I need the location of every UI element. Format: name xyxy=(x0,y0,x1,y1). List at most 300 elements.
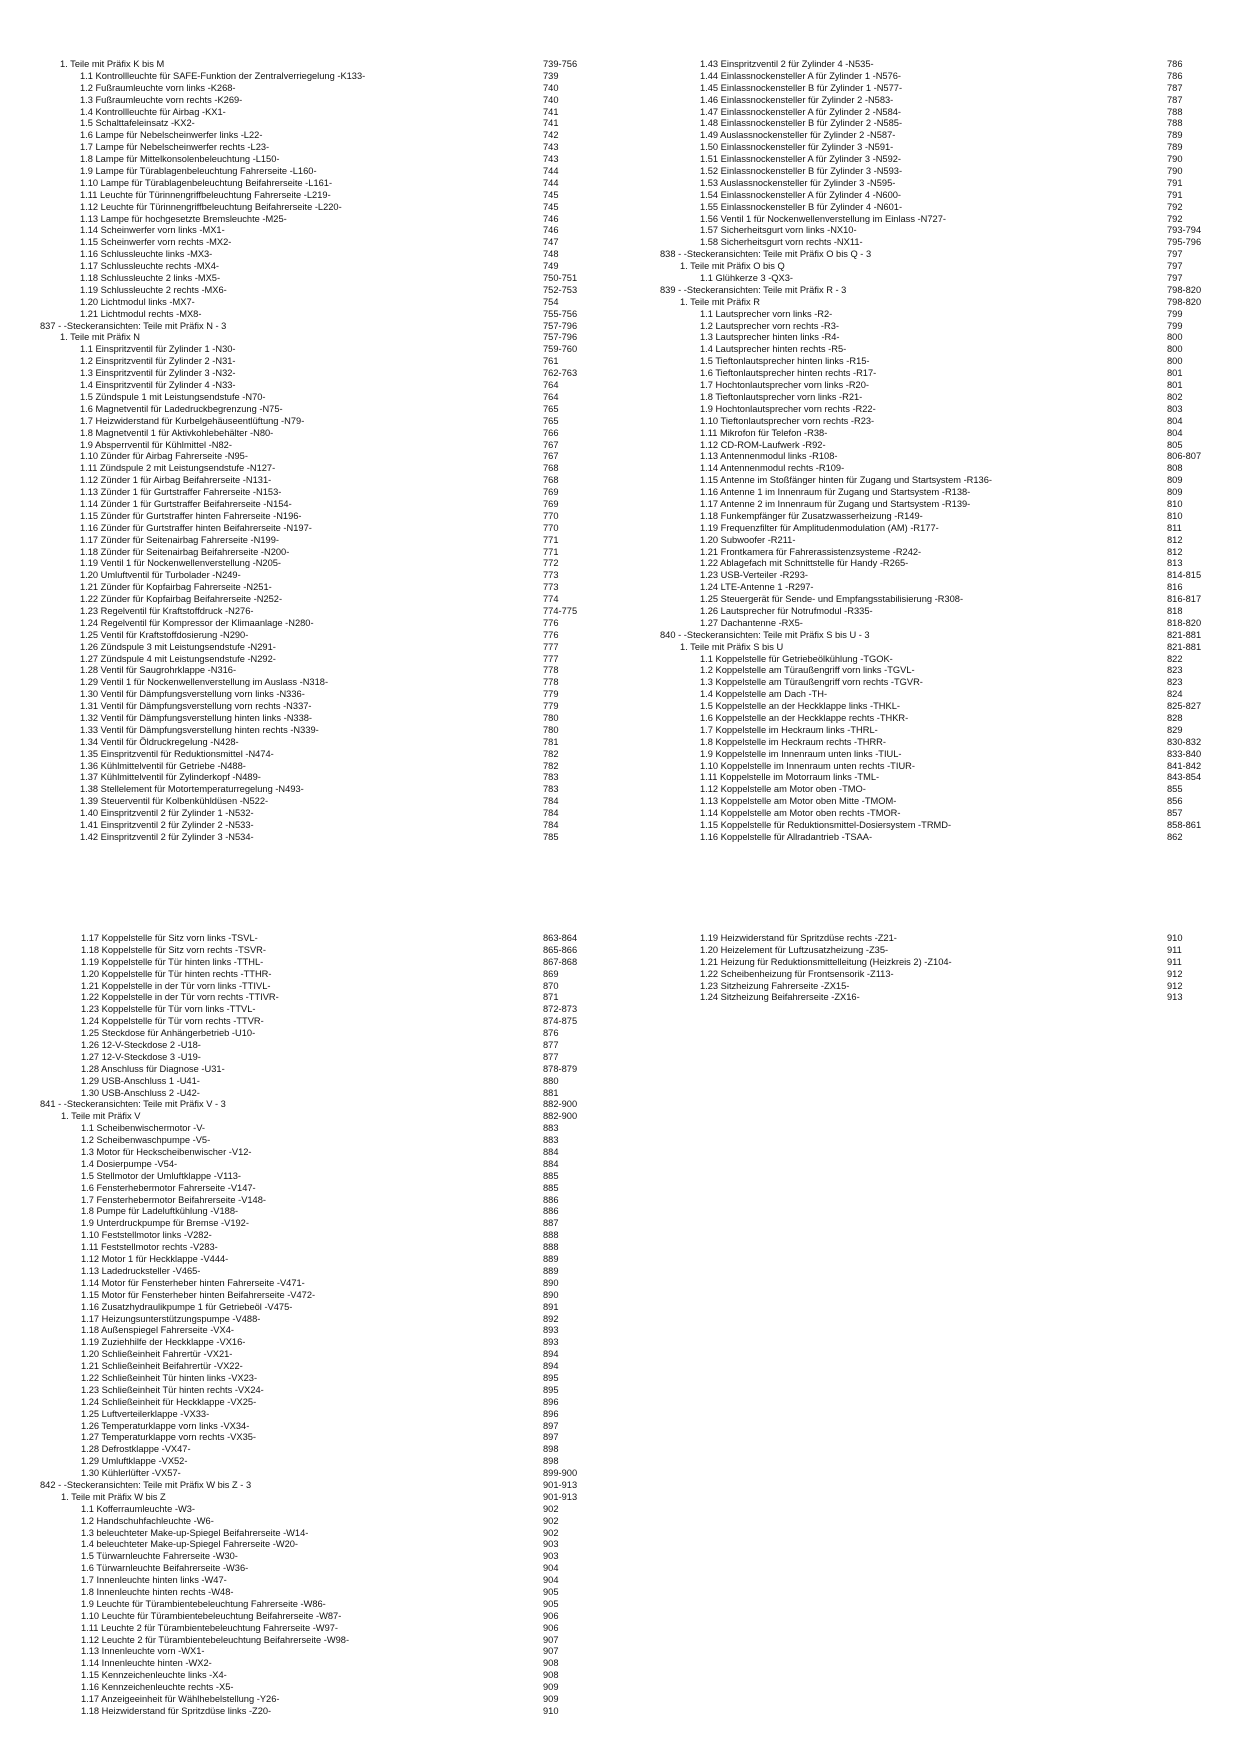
toc-entry-title: 1.30 Kühlerlüfter -VX57- xyxy=(81,1468,181,1479)
toc-entry-page: 810 xyxy=(1167,510,1183,521)
toc-entry-page: 795-796 xyxy=(1167,237,1202,248)
toc-column-1 xyxy=(40,59,580,844)
toc-entry-page: 779 xyxy=(543,701,559,712)
toc-entry xyxy=(660,945,1200,957)
toc-entry-page: 889 xyxy=(543,1265,559,1276)
toc-entry-page: 806-807 xyxy=(1167,451,1202,462)
toc-entry xyxy=(660,404,1200,416)
toc-entry-page: 776 xyxy=(543,629,559,640)
toc-entry-page: 790 xyxy=(1167,154,1183,165)
toc-entry-page: 857 xyxy=(1167,808,1183,819)
toc-entry-page: 776 xyxy=(543,617,559,628)
toc-entry-title: 1. Teile mit Präfix N xyxy=(60,332,140,343)
toc-entry xyxy=(660,154,1200,166)
toc-entry xyxy=(40,1504,580,1516)
toc-entry-title: 1.12 CD-ROM-Laufwerk -R92- xyxy=(700,439,826,450)
toc-entry xyxy=(40,1278,580,1290)
toc-entry xyxy=(40,630,580,642)
toc-entry-title: 1.2 Handschuhfachleuchte -W6- xyxy=(81,1515,214,1526)
toc-entry-page: 812 xyxy=(1167,546,1183,557)
toc-entry-title: 1.21 Schließeinheit Beifahrertür -VX22- xyxy=(81,1361,243,1372)
toc-entry-page: 770 xyxy=(543,510,559,521)
toc-entry-page: 897 xyxy=(543,1420,559,1431)
toc-entry-title: 842 - -Steckeransichten: Teile mit Präfix W bis Z - 3 xyxy=(40,1479,252,1490)
toc-entry-title: 1.47 Einlassnockensteller A für Zylinder 2 -N584- xyxy=(700,106,902,117)
toc-entry-title: 1.16 Schlussleuchte links -MX3- xyxy=(80,249,213,260)
toc-entry xyxy=(40,297,580,309)
toc-entry xyxy=(40,107,580,119)
toc-entry xyxy=(660,487,1200,499)
toc-entry-page: 805 xyxy=(1167,439,1183,450)
toc-entry-page: 755-756 xyxy=(543,308,578,319)
toc-entry-page: 912 xyxy=(1167,968,1183,979)
toc-entry-page: 890 xyxy=(543,1289,559,1300)
toc-entry-page: 901-913 xyxy=(543,1479,578,1490)
toc-entry-title: 1.24 Koppelstelle für Tür vorn rechts -TTVR- xyxy=(81,1016,264,1027)
toc-entry xyxy=(40,166,580,178)
toc-entry-page: 764 xyxy=(543,391,559,402)
toc-entry-title: 1. Teile mit Präfix V xyxy=(61,1111,141,1122)
toc-entry-title: 1.23 Sitzheizung Fahrerseite -ZX15- xyxy=(700,980,850,991)
toc-entry-page: 901-913 xyxy=(543,1491,578,1502)
toc-entry-title: 1.20 Subwoofer -R211- xyxy=(700,534,796,545)
toc-entry-title: 1.14 Antennenmodul rechts -R109- xyxy=(700,463,845,474)
toc-entry-page: 810 xyxy=(1167,498,1183,509)
toc-entry xyxy=(660,969,1200,981)
toc-entry-title: 1.15 Kennzeichenleuchte links -X4- xyxy=(81,1670,227,1681)
toc-entry-title: 1.13 Ladedrucksteller -V465- xyxy=(81,1265,201,1276)
toc-entry xyxy=(660,416,1200,428)
toc-entry-title: 1.48 Einlassnockensteller B für Zylinder 2 -N585- xyxy=(700,118,903,129)
toc-entry-title: 1. Teile mit Präfix S bis U xyxy=(680,641,784,652)
toc-entry xyxy=(40,1004,580,1016)
toc-entry-title: 1.16 Antenne 1 im Innenraum für Zugang und Startsystem -R138- xyxy=(700,487,971,498)
toc-entry-title: 1.38 Stellelement für Motortemperaturregelung -N493- xyxy=(80,784,304,795)
toc-entry-page: 769 xyxy=(543,487,559,498)
toc-entry-title: 1.16 Zünder für Gurtstraffer hinten Beifahrerseite -N197- xyxy=(80,522,312,533)
toc-entry-title: 1.3 Fußraumleuchte vorn rechts -K269- xyxy=(80,94,243,105)
toc-entry xyxy=(660,83,1200,95)
toc-entry-page: 907 xyxy=(543,1634,559,1645)
toc-entry-title: 1.11 Feststellmotor rechts -V283- xyxy=(81,1242,218,1253)
toc-entry-title: 1.6 Türwarnleuchte Beifahrerseite -W36- xyxy=(81,1563,249,1574)
toc-entry xyxy=(40,1349,580,1361)
toc-entry-title: 1.17 Antenne 2 im Innenraum für Zugang und Startsystem -R139- xyxy=(700,498,971,509)
toc-entry-page: 797 xyxy=(1167,249,1183,260)
toc-entry-title: 1.25 Steckdose für Anhängerbetrieb -U10- xyxy=(81,1028,256,1039)
toc-entry-page: 793-794 xyxy=(1167,225,1202,236)
toc-entry-title: 1.12 Motor 1 für Heckklappe -V444- xyxy=(81,1254,229,1265)
toc-entry-page: 910 xyxy=(543,1705,559,1716)
toc-entry-title: 1.15 Zünder für Gurtstraffer hinten Fahrerseite -N196- xyxy=(80,510,302,521)
toc-entry-title: 1.2 Einspritzventil für Zylinder 2 -N31- xyxy=(80,356,236,367)
toc-entry-title: 1.17 Anzeigeeinheit für Wählhebelstellung -Y26- xyxy=(81,1694,280,1704)
toc-entry-title: 1.17 Koppelstelle für Sitz vorn links -TSVL- xyxy=(81,933,258,943)
toc-entry-page: 797 xyxy=(1167,261,1183,272)
toc-entry xyxy=(40,606,580,618)
toc-entry xyxy=(40,1159,580,1171)
toc-entry xyxy=(660,701,1200,713)
toc-entry xyxy=(660,451,1200,463)
toc-entry xyxy=(660,475,1200,487)
toc-entry-title: 1.15 Koppelstelle für Reduktionsmittel-Dosiersystem -TRMD- xyxy=(700,820,952,830)
toc-entry-page: 790 xyxy=(1167,166,1183,177)
toc-entry-title: 1.12 Leuchte für Türinnengriffbeleuchtung Beifahrerseite -L220- xyxy=(80,201,342,212)
toc-entry-page: 749 xyxy=(543,261,559,272)
toc-entry-page: 885 xyxy=(543,1170,559,1181)
toc-entry-title: 1.8 Magnetventil 1 für Aktivkohlebehälter -N80- xyxy=(80,427,274,438)
toc-entry-title: 1.3 Lautsprecher hinten links -R4- xyxy=(700,332,840,343)
toc-entry-page: 888 xyxy=(543,1230,559,1241)
toc-entry-title: 1.12 Koppelstelle am Motor oben -TMO- xyxy=(700,784,866,795)
toc-entry-page: 890 xyxy=(543,1277,559,1288)
toc-entry-title: 1.10 Leuchte für Türambientebeleuchtung Beifahrerseite -W87- xyxy=(81,1610,342,1621)
toc-entry-page: 789 xyxy=(1167,130,1183,141)
toc-entry-page: 778 xyxy=(543,665,559,676)
toc-entry-page: 787 xyxy=(1167,82,1183,93)
toc-entry-title: 1.29 Ventil 1 für Nockenwellenverstellung im Auslass -N318- xyxy=(80,677,329,688)
toc-entry-page: 739-756 xyxy=(543,59,578,69)
toc-entry-title: 1.20 Schließeinheit Fahrertür -VX21- xyxy=(81,1349,233,1360)
toc-entry xyxy=(40,957,580,969)
toc-entry xyxy=(40,1456,580,1468)
toc-entry-title: 1.14 Koppelstelle am Motor oben rechts -TMOR- xyxy=(700,808,901,819)
toc-entry-page: 911 xyxy=(1167,944,1182,955)
toc-entry xyxy=(660,309,1200,321)
toc-entry-page: 780 xyxy=(543,724,559,735)
toc-entry-page: 822 xyxy=(1167,653,1183,664)
toc-entry-page: 821-881 xyxy=(1167,629,1202,640)
toc-entry xyxy=(40,713,580,725)
toc-column-2 xyxy=(660,59,1200,844)
toc-entry-page: 880 xyxy=(543,1075,559,1086)
toc-entry xyxy=(40,1611,580,1623)
toc-entry-page: 897 xyxy=(543,1432,559,1443)
toc-entry-page: 808 xyxy=(1167,463,1183,474)
toc-entry xyxy=(40,654,580,666)
toc-entry xyxy=(40,190,580,202)
toc-entry xyxy=(40,642,580,654)
toc-entry-title: 1.18 Koppelstelle für Sitz vorn rechts -TSVR- xyxy=(81,944,266,955)
toc-entry-title: 1.42 Einspritzventil 2 für Zylinder 3 -N534- xyxy=(80,831,254,842)
toc-entry xyxy=(660,832,1200,844)
toc-entry xyxy=(660,237,1200,249)
toc-entry xyxy=(40,992,580,1004)
toc-entry-title: 1.12 Zünder 1 für Airbag Beifahrerseite -N131- xyxy=(80,475,272,486)
toc-entry-page: 786 xyxy=(1167,59,1183,69)
toc-entry-title: 1.40 Einspritzventil 2 für Zylinder 1 -N532- xyxy=(80,808,254,819)
toc-entry-page: 777 xyxy=(543,641,559,652)
toc-entry-title: 1.1 Einspritzventil für Zylinder 1 -N30- xyxy=(80,344,236,355)
toc-entry-page: 841-842 xyxy=(1167,760,1202,771)
toc-entry xyxy=(40,535,580,547)
toc-entry-title: 1.45 Einlassnockensteller B für Zylinder 1 -N577- xyxy=(700,82,903,93)
toc-entry-page: 863-864 xyxy=(543,933,578,943)
toc-section-entry xyxy=(660,297,1200,309)
toc-entry-title: 1.19 Frequenzfilter für Amplitudenmodulation (AM) -R177- xyxy=(700,522,939,533)
toc-entry xyxy=(40,1516,580,1528)
toc-entry-title: 1.13 Zünder 1 für Gurtstraffer Fahrerseite -N153- xyxy=(80,487,282,498)
toc-entry xyxy=(40,665,580,677)
toc-entry-page: 858-861 xyxy=(1167,820,1202,830)
toc-entry-title: 1.9 Koppelstelle im Innenraum unten links -TIUL- xyxy=(700,748,902,759)
toc-entry-title: 1.29 Umluftklappe -VX52- xyxy=(81,1456,188,1467)
toc-entry xyxy=(660,225,1200,237)
toc-entry-page: 803 xyxy=(1167,403,1183,414)
toc-entry-title: 1.21 Heizung für Reduktionsmittelleitung (Heizkreis 2) -Z104- xyxy=(700,956,952,967)
toc-entry-title: 1.18 Außenspiegel Fahrerseite -VX4- xyxy=(81,1325,234,1336)
toc-entry xyxy=(40,1183,580,1195)
toc-entry-page: 809 xyxy=(1167,475,1183,486)
toc-entry xyxy=(40,1421,580,1433)
toc-entry-page: 745 xyxy=(543,201,559,212)
toc-entry-page: 910 xyxy=(1167,933,1183,943)
toc-entry-title: 1.57 Sicherheitsgurt vorn links -NX10- xyxy=(700,225,857,236)
toc-entry xyxy=(660,71,1200,83)
toc-entry xyxy=(40,1575,580,1587)
toc-entry-title: 1.6 Fensterhebermotor Fahrerseite -V147- xyxy=(81,1182,256,1193)
toc-entry-page: 877 xyxy=(543,1051,559,1062)
toc-entry-page: 782 xyxy=(543,760,559,771)
toc-entry-title: 1.49 Auslassnockensteller für Zylinder 2 -N587- xyxy=(700,130,896,141)
toc-entry xyxy=(40,1539,580,1551)
toc-entry xyxy=(660,992,1200,1004)
toc-entry xyxy=(40,570,580,582)
toc-entry-page: 740 xyxy=(543,94,559,105)
toc-entry-title: 1.5 Tieftonlautsprecher hinten links -R15- xyxy=(700,356,870,367)
toc-entry-page: 893 xyxy=(543,1325,559,1336)
toc-entry xyxy=(660,749,1200,761)
toc-entry-page: 746 xyxy=(543,213,559,224)
toc-entry xyxy=(660,107,1200,119)
toc-entry-page: 828 xyxy=(1167,712,1183,723)
toc-entry-title: 1.6 Tieftonlautsprecher hinten rechts -R17- xyxy=(700,368,877,379)
toc-entry xyxy=(40,1028,580,1040)
toc-entry-title: 1.52 Einlassnockensteller B für Zylinder 3 -N593- xyxy=(700,166,903,177)
toc-entry-title: 1.4 Koppelstelle am Dach -TH- xyxy=(700,689,828,700)
toc-entry xyxy=(660,523,1200,535)
toc-entry xyxy=(660,570,1200,582)
toc-entry xyxy=(40,1528,580,1540)
toc-entry-title: 1.8 Tieftonlautsprecher vorn links -R21- xyxy=(700,391,863,402)
toc-entry-page: 752-753 xyxy=(543,284,578,295)
toc-entry-title: 1.39 Steuerventil für Kolbenkühldüsen -N522- xyxy=(80,796,269,807)
toc-entry-title: 1. Teile mit Präfix K bis M xyxy=(60,59,165,69)
toc-entry-title: 1.1 Lautsprecher vorn links -R2- xyxy=(700,308,833,319)
toc-entry-page: 773 xyxy=(543,582,559,593)
toc-entry-title: 1.3 Koppelstelle am Türaußengriff vorn rechts -TGVR- xyxy=(700,677,923,688)
toc-entry-page: 908 xyxy=(543,1658,559,1669)
toc-entry-title: 1.31 Ventil für Dämpfungsverstellung vorn rechts -N337- xyxy=(80,701,312,712)
toc-entry xyxy=(40,1337,580,1349)
toc-entry xyxy=(40,761,580,773)
toc-entry xyxy=(40,523,580,535)
toc-entry-title: 1.10 Lampe für Türablagenbeleuchtung Beifahrerseite -L161- xyxy=(80,177,333,188)
toc-entry xyxy=(660,392,1200,404)
toc-entry xyxy=(40,1397,580,1409)
toc-entry xyxy=(40,118,580,130)
toc-entry xyxy=(40,737,580,749)
toc-entry-page: 769 xyxy=(543,498,559,509)
toc-entry-title: 1.46 Einlassnockensteller für Zylinder 2 -N583- xyxy=(700,94,894,105)
toc-entry-title: 1.22 Koppelstelle in der Tür vorn rechts -TTIVR- xyxy=(81,992,279,1003)
toc-entry-page: 786 xyxy=(1167,70,1183,81)
toc-entry-page: 883 xyxy=(543,1135,559,1146)
toc-entry-title: 839 - -Steckeransichten: Teile mit Präfix R - 3 xyxy=(660,284,847,295)
toc-entry-title: 1.14 Innenleuchte hinten -WX2- xyxy=(81,1658,212,1669)
toc-entry-title: 1.22 Scheibenheizung für Frontsensorik -Z113- xyxy=(700,968,894,979)
toc-entry-page: 908 xyxy=(543,1670,559,1681)
toc-entry xyxy=(40,933,580,945)
toc-entry xyxy=(40,1314,580,1326)
toc-entry xyxy=(40,511,580,523)
toc-entry-title: 1.2 Fußraumleuchte vorn links -K268- xyxy=(80,82,236,93)
toc-entry xyxy=(40,237,580,249)
toc-entry-page: 746 xyxy=(543,225,559,236)
toc-entry xyxy=(660,713,1200,725)
toc-entry xyxy=(40,582,580,594)
toc-entry-page: 792 xyxy=(1167,213,1183,224)
toc-entry-page: 905 xyxy=(543,1586,559,1597)
toc-entry-page: 878-879 xyxy=(543,1063,578,1074)
toc-entry-page: 801 xyxy=(1167,380,1183,391)
toc-entry-title: 1.13 Antennenmodul links -R108- xyxy=(700,451,838,462)
toc-chapter-entry xyxy=(40,1480,580,1492)
toc-entry xyxy=(40,1302,580,1314)
toc-section-entry xyxy=(660,261,1200,273)
toc-entry-title: 1.27 Dachantenne -RX5- xyxy=(700,617,803,628)
toc-entry-title: 1.30 Ventil für Dämpfungsverstellung vorn links -N336- xyxy=(80,689,305,700)
toc-entry-page: 804 xyxy=(1167,415,1183,426)
toc-entry-page: 757-796 xyxy=(543,320,578,331)
toc-entry-page: 883 xyxy=(543,1123,559,1134)
toc-entry-page: 902 xyxy=(543,1503,559,1514)
toc-chapter-entry xyxy=(40,321,580,333)
toc-entry xyxy=(40,273,580,285)
toc-entry-page: 800 xyxy=(1167,332,1183,343)
toc-entry-page: 768 xyxy=(543,463,559,474)
toc-entry-title: 1.10 Zünder für Airbag Fahrerseite -N95- xyxy=(80,451,248,462)
toc-entry-title: 1.19 Koppelstelle für Tür hinten links -TTHL- xyxy=(81,956,264,967)
toc-entry-title: 1.21 Frontkamera für Fahrerassistenzsysteme -R242- xyxy=(700,546,922,557)
toc-entry-title: 1.25 Luftverteilerklappe -VX33- xyxy=(81,1408,210,1419)
toc-entry xyxy=(660,356,1200,368)
toc-entry-page: 766 xyxy=(543,427,559,438)
toc-entry xyxy=(660,95,1200,107)
toc-entry-title: 1.6 Koppelstelle an der Heckklappe rechts -THKR- xyxy=(700,712,909,723)
toc-entry xyxy=(40,83,580,95)
toc-entry-page: 823 xyxy=(1167,665,1183,676)
toc-entry-page: 881 xyxy=(543,1087,559,1098)
toc-entry-page: 891 xyxy=(543,1301,559,1312)
toc-entry xyxy=(40,380,580,392)
toc-entry xyxy=(660,677,1200,689)
toc-entry-title: 1.14 Zünder 1 für Gurtstraffer Beifahrerseite -N154- xyxy=(80,498,292,509)
toc-entry-title: 1.23 Regelventil für Kraftstoffdruck -N276- xyxy=(80,605,254,616)
toc-entry-title: 1.16 Zusatzhydraulikpumpe 1 für Getriebeöl -V475- xyxy=(81,1301,293,1312)
toc-entry xyxy=(660,933,1200,945)
toc-entry-title: 1. Teile mit Präfix W bis Z xyxy=(61,1491,166,1502)
toc-entry-page: 740 xyxy=(543,82,559,93)
toc-entry-page: 889 xyxy=(543,1254,559,1265)
toc-entry-page: 899-900 xyxy=(543,1468,578,1479)
toc-entry-page: 829 xyxy=(1167,724,1183,735)
toc-entry-title: 1.15 Motor für Fensterheber hinten Beifahrerseite -V472- xyxy=(81,1289,316,1300)
toc-entry-title: 1.9 Leuchte für Türambientebeleuchtung Fahrerseite -W86- xyxy=(81,1598,326,1609)
toc-entry-title: 1.11 Leuchte für Türinnengriffbeleuchtung Fahrerseite -L219- xyxy=(80,189,331,200)
toc-entry-page: 739 xyxy=(543,70,559,81)
toc-entry-page: 862 xyxy=(1167,831,1183,842)
toc-entry xyxy=(40,1385,580,1397)
toc-entry-title: 1.5 Koppelstelle an der Heckklappe links -THKL- xyxy=(700,701,900,712)
toc-entry-title: 1.44 Einlassnockensteller A für Zylinder 1 -N576- xyxy=(700,70,902,81)
toc-entry-title: 1.1 Scheibenwischermotor -V- xyxy=(81,1123,206,1134)
toc-entry-page: 784 xyxy=(543,808,559,819)
toc-entry xyxy=(660,178,1200,190)
toc-entry-title: 1.23 USB-Verteiler -R293- xyxy=(700,570,808,581)
toc-entry-title: 1.8 Lampe für Mittelkonsolenbeleuchtung -L150- xyxy=(80,154,280,165)
toc-entry-title: 1. Teile mit Präfix R xyxy=(680,296,760,307)
toc-entry xyxy=(40,1551,580,1563)
toc-entry xyxy=(40,1444,580,1456)
toc-entry-title: 1.21 Koppelstelle in der Tür vorn links -TTIVL- xyxy=(81,980,271,991)
toc-entry xyxy=(660,214,1200,226)
toc-entry-title: 1.28 Defrostklappe -VX47- xyxy=(81,1444,191,1455)
toc-entry-page: 905 xyxy=(543,1598,559,1609)
toc-entry-page: 816-817 xyxy=(1167,594,1202,605)
toc-entry-title: 1.13 Innenleuchte vorn -WX1- xyxy=(81,1646,205,1657)
toc-entry xyxy=(40,1016,580,1028)
toc-entry-title: 1.2 Scheibenwaschpumpe -V5- xyxy=(81,1135,211,1146)
toc-entry xyxy=(40,1206,580,1218)
toc-entry-title: 1.5 Zündspule 1 mit Leistungsendstufe -N70- xyxy=(80,391,266,402)
toc-entry xyxy=(40,1147,580,1159)
toc-entry-page: 792 xyxy=(1167,201,1183,212)
toc-entry xyxy=(40,178,580,190)
toc-entry xyxy=(660,761,1200,773)
toc-entry-page: 830-832 xyxy=(1167,736,1202,747)
toc-entry xyxy=(660,59,1200,71)
toc-entry-title: 1.12 Leuchte 2 für Türambientebeleuchtung Beifahrerseite -W98- xyxy=(81,1634,350,1645)
toc-entry xyxy=(40,1254,580,1266)
toc-entry-page: 895 xyxy=(543,1384,559,1395)
toc-entry xyxy=(660,606,1200,618)
toc-entry xyxy=(40,214,580,226)
toc-entry-page: 874-875 xyxy=(543,1016,578,1027)
toc-entry-page: 871 xyxy=(543,992,559,1003)
toc-section-entry xyxy=(40,1111,580,1123)
toc-chapter-entry xyxy=(660,249,1200,261)
toc-entry-title: 1.11 Leuchte 2 für Türambientebeleuchtung Fahrerseite -W97- xyxy=(81,1622,339,1633)
toc-entry-page: 774-775 xyxy=(543,605,578,616)
toc-entry-title: 1.17 Schlussleuchte rechts -MX4- xyxy=(80,261,219,272)
toc-entry-title: 1.10 Koppelstelle im Innenraum unten rechts -TIUR- xyxy=(700,760,915,771)
toc-entry-page: 888 xyxy=(543,1242,559,1253)
toc-entry-page: 797 xyxy=(1167,273,1183,284)
toc-entry-page: 744 xyxy=(543,177,559,188)
toc-entry-title: 1.4 Lautsprecher hinten rechts -R5- xyxy=(700,344,847,355)
toc-entry-title: 1.58 Sicherheitsgurt vorn rechts -NX11- xyxy=(700,237,863,248)
toc-entry xyxy=(40,440,580,452)
toc-entry-title: 1.36 Kühlmittelventil für Getriebe -N488- xyxy=(80,760,246,771)
toc-entry-title: 1.20 Heizelement für Luftzusatzheizung -Z35- xyxy=(700,944,889,955)
toc-entry-page: 876 xyxy=(543,1028,559,1039)
toc-entry-page: 768 xyxy=(543,475,559,486)
toc-entry xyxy=(40,95,580,107)
toc-entry-page: 787 xyxy=(1167,94,1183,105)
toc-entry xyxy=(40,416,580,428)
toc-entry xyxy=(660,820,1200,832)
